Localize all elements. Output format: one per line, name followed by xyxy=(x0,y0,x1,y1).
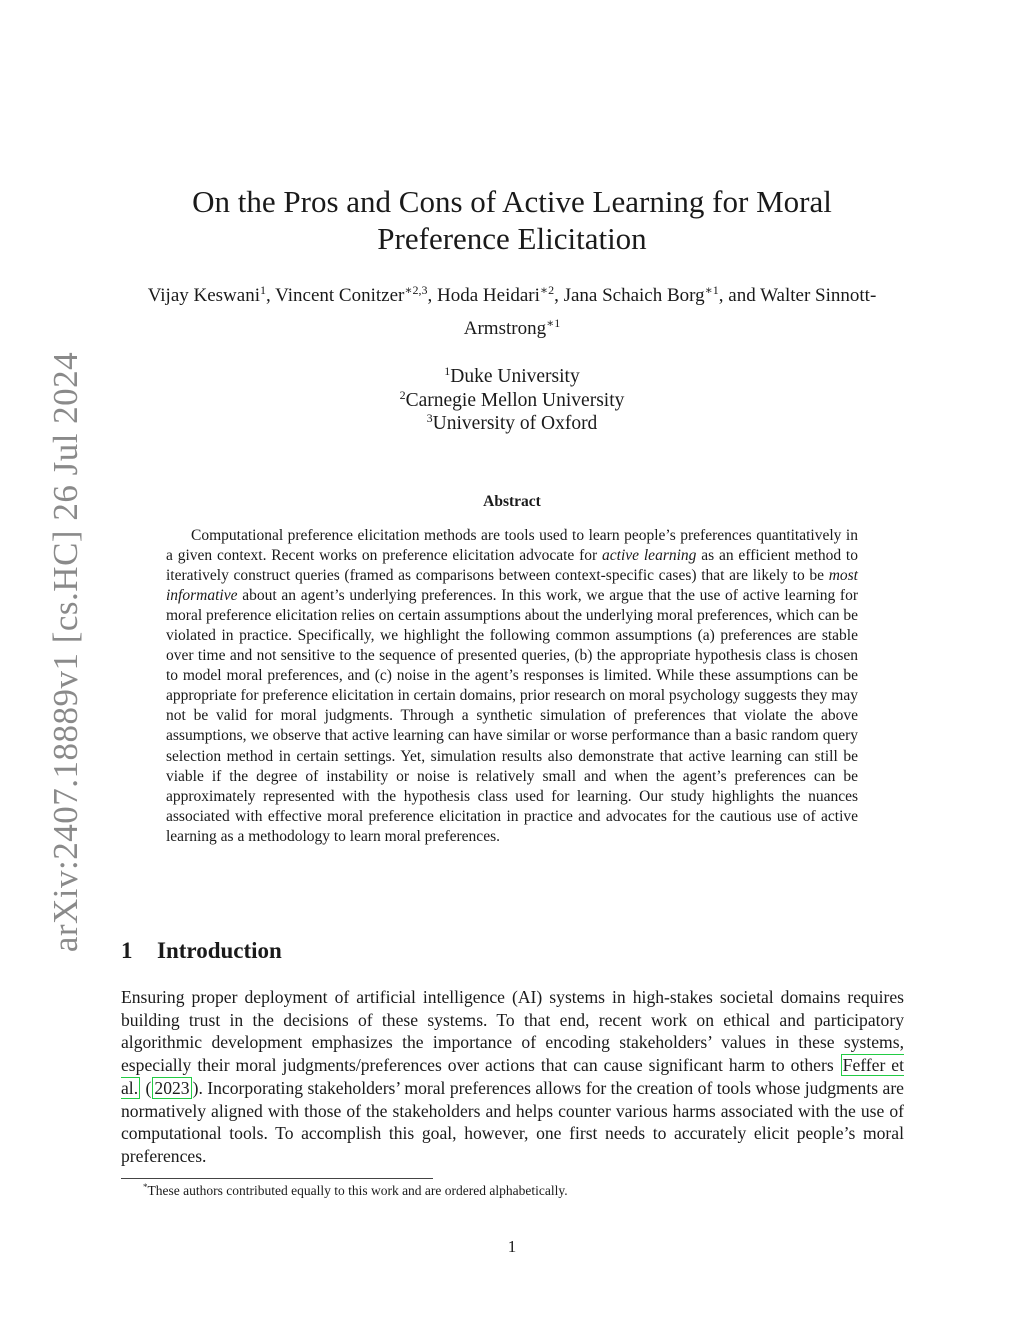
abstract-body xyxy=(166,526,858,847)
affiliation-mark: 1 xyxy=(444,364,451,378)
intro-text: ( xyxy=(141,1077,152,1098)
affiliation-mark: 1 xyxy=(260,283,266,297)
abstract-text: about an agent’s underlying preferences. In this work, we argue that the use of active learning for moral preference elicitation relies on certain assumptions about the underlying moral preferences, which can be violated in practice. Specifically, we highlight the following common assumptions (a) preferences are stable over time and not sensitive to the sequence of presented queries, (b) the appropriate hypothesis class is chosen to model moral preferences, and (c) noise in the agent’s responses is limited. While these assumptions can be appropriate for preference elicitation in certain domains, prior research on moral psychology suggests they may not be valid for moral judgments. Through a synthetic simulation of preferences that violate the above assumptions, we observe that active learning can have similar or worse performance than a basic random query selection method in certain settings. Yet, simulation results also demonstrate that active learning can still be viable if the degree of instability or noise is relatively small and when the agent’s preferences can be approximately represented with the hypothesis class used for learning. Our study highlights the nuances associated with effective moral preference elicitation in practice and advocates for the cautious use of active learning as a methodology to learn moral preferences. xyxy=(166,587,858,845)
author-name: Vincent Conitzer xyxy=(275,285,405,306)
footnote-mark: * xyxy=(143,1182,148,1192)
abstract-emphasis: most informative xyxy=(166,567,858,605)
affiliation-item xyxy=(250,389,774,413)
and-word: and xyxy=(728,285,756,306)
affiliation-mark: ∗1 xyxy=(704,283,719,297)
affiliation-mark: ∗1 xyxy=(546,316,561,330)
affiliation-mark: 3 xyxy=(426,411,433,425)
citation-year-link[interactable]: 2023 xyxy=(154,1077,190,1098)
affiliation-mark: ∗2 xyxy=(539,283,555,297)
affiliation-mark: ∗2,3 xyxy=(404,283,428,297)
author-list: Vijay Keswani$^1$, Vincent Conitzer$^{∗2,3}$, Hoda Heidari$^{∗2}$, Jana Schaich Borg$^{∗1}$, and Walter Sinnott-Armstrong$^{∗1}$ xyxy=(147,283,877,339)
footnote xyxy=(143,1182,568,1200)
author-name: Hoda Heidari xyxy=(437,285,540,306)
paper-title: On the Pros and Cons of Active Learning for Moral Preference Elicitation xyxy=(192,184,832,256)
affiliation-name: Carnegie Mellon University xyxy=(405,389,625,411)
intro-text: Ensuring proper deployment of artificial intelligence (AI) systems in high-stakes societal domains requires building trust in the decisions of these systems. To that end, recent work on ethical and participatory algorithmic development emphasizes the importance of encoding stakeholders’ values in these systems, especially their moral judgments/preferences over actions that can cause significant harm to others xyxy=(121,987,904,1076)
abstract-text: as an efficient method to iteratively construct queries (framed as comparisons between context-specific cases) that are likely to be xyxy=(166,547,858,585)
footnote-text: These authors contributed equally to this work and are ordered alphabetically. xyxy=(147,1183,568,1198)
abstract-emphasis: active learning xyxy=(602,547,697,565)
intro-paragraph xyxy=(121,986,904,1168)
author-name: Walter Sinnott-Armstrong xyxy=(463,285,877,339)
abstract-heading: Abstract xyxy=(483,493,541,510)
arxiv-stamp: arXiv:2407.18889v1 [cs.HC] 26 Jul 2024 xyxy=(46,351,85,953)
citation-link[interactable]: Feffer et al. xyxy=(121,1055,904,1098)
affiliation-list xyxy=(250,365,774,436)
affiliation-name: University of Oxford xyxy=(432,413,598,434)
section-title: Introduction xyxy=(157,938,282,963)
affiliation-item xyxy=(250,365,774,389)
author-name: Jana Schaich Borg xyxy=(563,285,705,306)
affiliation-name: Duke University xyxy=(450,366,580,387)
footnote-rule xyxy=(121,1178,433,1179)
section-number: 1 xyxy=(121,938,133,963)
affiliation-mark: 2 xyxy=(399,387,406,402)
affiliation-item xyxy=(250,412,774,436)
author-name: Vijay Keswani xyxy=(147,285,260,306)
section-heading xyxy=(121,938,282,964)
intro-text: ). Incorporating stakeholders’ moral preferences allows for the creation of tools whose judgments are normatively aligned with those of the stakeholders and helps counter various harms associated with the use of computational tools. To accomplish this goal, however, one first needs to accurately elicit people’s moral preferences. xyxy=(121,1077,904,1166)
page-number: 1 xyxy=(507,1237,517,1256)
abstract-text: Computational preference elicitation methods are tools used to learn people’s preferences quantitatively in a given context. Recent works on preference elicitation advocate for xyxy=(166,527,858,565)
